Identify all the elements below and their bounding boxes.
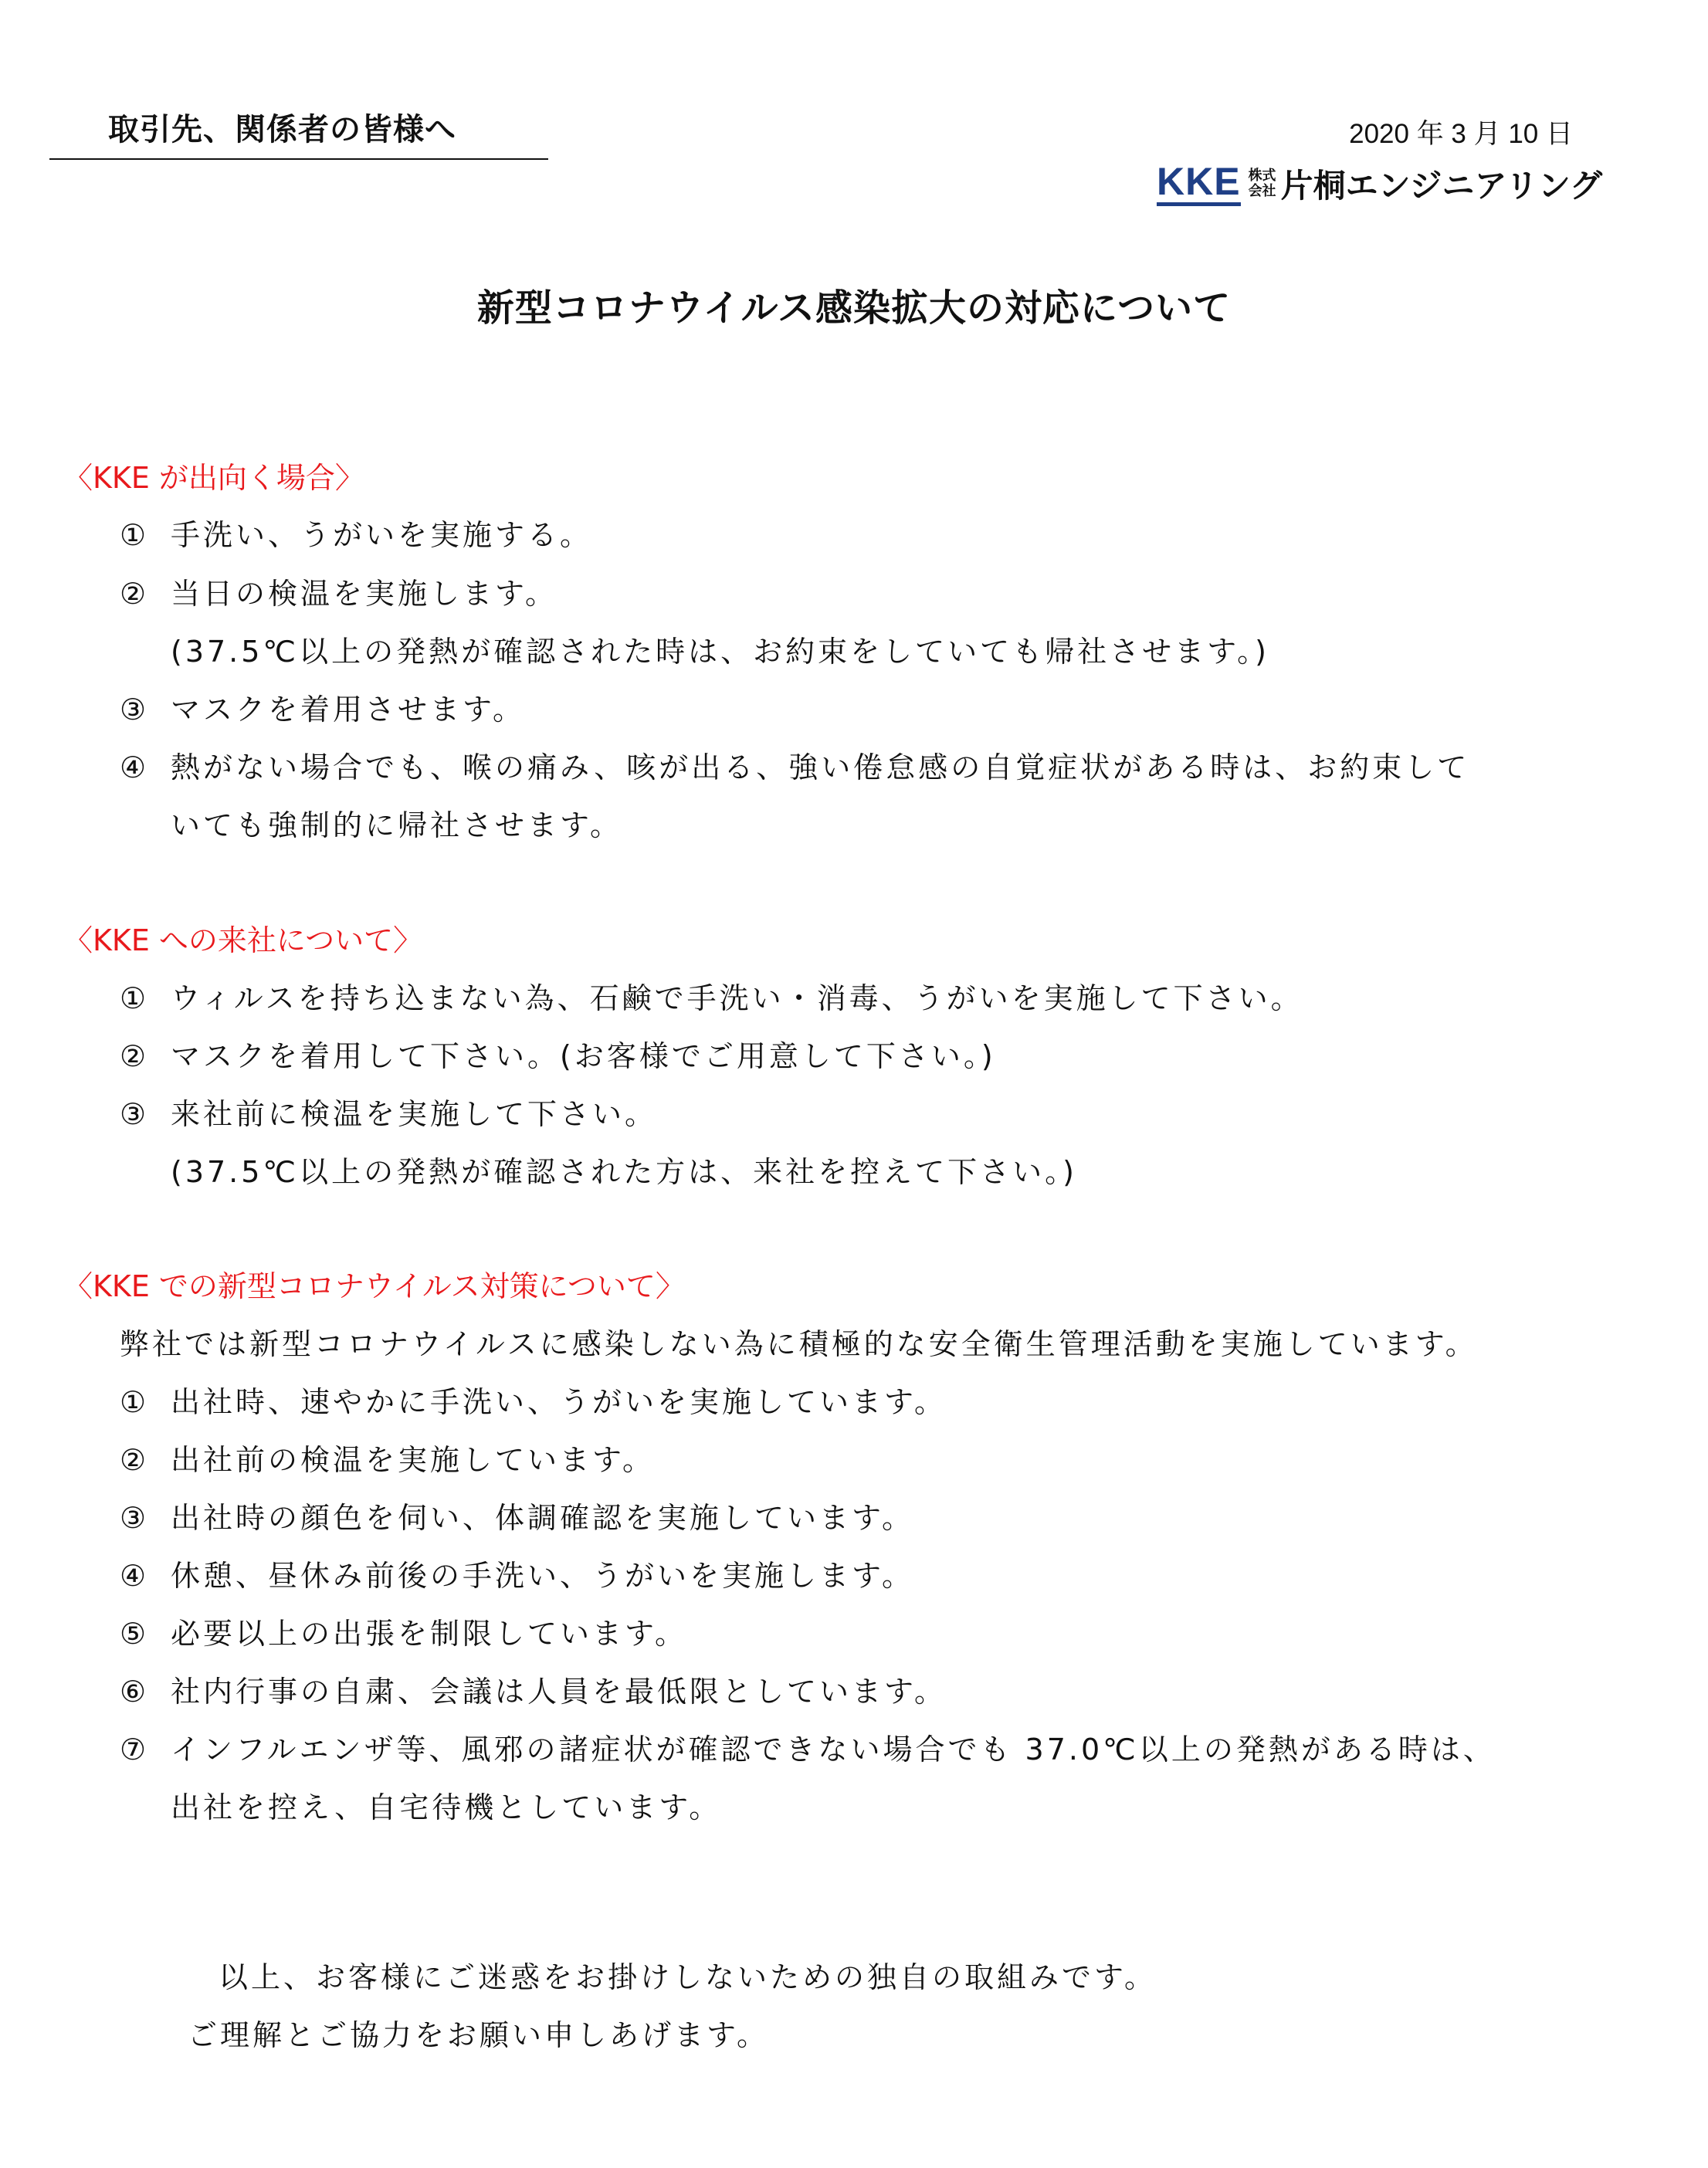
kabushiki-line-2: 会社 <box>1248 183 1276 199</box>
kke-logo-mark: KKE <box>1157 162 1241 206</box>
list-item <box>120 570 557 612</box>
section-intro: 弊社では新型コロナウイルスに感染しない為に積極的な安全衛生管理活動を実施しています。 <box>120 1327 1478 1361</box>
item-text: 熱がない場合でも、喉の痛み、咳が出る、強い倦怠感の自覚症状がある時は、お約束して <box>171 750 1470 784</box>
section-heading-visit: 〈KKE が出向く場合〉 <box>63 461 364 495</box>
document-date: 2020 年 3 月 10 日 <box>1349 119 1573 149</box>
item-text: 出社時、速やかに手洗い、うがいを実施しています。 <box>171 1385 947 1419</box>
closing-line-2: ご理解とご協力をお願い申しあげます。 <box>188 2018 769 2052</box>
list-item <box>120 1552 914 1594</box>
item-number: ② <box>120 1443 150 1477</box>
item-text: 来社前に検温を実施して下さい。 <box>171 1097 658 1131</box>
item-text: 当日の検温を実施します。 <box>171 577 557 611</box>
item-continuation: (37.5℃以上の発熱が確認された時は、お約束をしていても帰社させます。) <box>171 635 1269 669</box>
item-number: ④ <box>120 1559 150 1593</box>
item-text: 出社時の顔色を伺い、体調確認を実施しています。 <box>171 1501 914 1535</box>
item-number: ④ <box>120 750 150 784</box>
list-item <box>120 1378 947 1421</box>
item-text: マスクを着用させます。 <box>171 693 525 727</box>
item-continuation: いても強制的に帰社させます。 <box>171 808 622 842</box>
item-number: ① <box>120 1385 150 1419</box>
item-text: 休憩、昼休み前後の手洗い、うがいを実施します。 <box>171 1559 914 1593</box>
company-name: 片桐エンジニアリング <box>1280 167 1602 205</box>
list-item <box>120 1032 996 1075</box>
kabushiki-line-1: 株式 <box>1248 168 1276 184</box>
item-number: ① <box>120 981 150 1015</box>
item-number: ② <box>120 1039 150 1073</box>
item-text: 社内行事の自粛、会議は人員を最低限としています。 <box>171 1675 947 1709</box>
item-text: ウィルスを持ち込まない為、石鹸で手洗い・消毒、うがいを実施して下さい。 <box>171 981 1303 1015</box>
item-text: マスクを着用して下さい。(お客様でご用意して下さい。) <box>171 1039 996 1073</box>
list-item <box>120 744 1469 786</box>
section-heading-measures: 〈KKE での新型コロナウイルス対策について〉 <box>63 1269 685 1303</box>
item-continuation: (37.5℃以上の発熱が確認された方は、来社を控えて下さい。) <box>171 1155 1077 1189</box>
section-heading-visitors: 〈KKE への来社について〉 <box>63 923 423 957</box>
item-text: 出社前の検温を実施しています。 <box>171 1443 655 1477</box>
item-number: ⑥ <box>120 1675 150 1709</box>
item-number: ⑤ <box>120 1617 150 1651</box>
item-continuation: 出社を控え、自宅待機としています。 <box>171 1790 722 1824</box>
list-item <box>120 1436 655 1479</box>
item-number: ② <box>120 577 150 611</box>
kabushiki-kaisha-mark <box>1249 168 1276 199</box>
list-item <box>120 1494 914 1536</box>
item-number: ⑦ <box>120 1733 150 1767</box>
item-text: 手洗い、うがいを実施する。 <box>171 518 593 552</box>
closing-line-1: 以上、お客様にご迷惑をお掛けしないための独自の取組みです。 <box>219 1960 1157 1994</box>
item-number: ③ <box>120 693 150 727</box>
item-text: 必要以上の出張を制限しています。 <box>171 1617 687 1651</box>
list-item <box>120 511 592 554</box>
item-text: インフルエンザ等、風邪の諸症状が確認できない場合でも 37.0℃以上の発熱がある時は、 <box>171 1733 1496 1767</box>
list-item <box>120 1090 657 1133</box>
list-item <box>120 1668 947 1710</box>
list-item <box>120 1726 1496 1768</box>
recipient-heading: 取引先、関係者の皆様へ <box>108 112 456 147</box>
item-number: ① <box>120 518 150 552</box>
list-item <box>120 686 525 728</box>
item-number: ③ <box>120 1097 150 1131</box>
item-number: ③ <box>120 1501 150 1535</box>
list-item <box>120 974 1303 1017</box>
list-item <box>120 1610 687 1652</box>
company-logo <box>1157 161 1602 207</box>
recipient-underline <box>49 158 548 160</box>
document-title: 新型コロナウイルス感染拡大の対応について <box>476 286 1232 330</box>
